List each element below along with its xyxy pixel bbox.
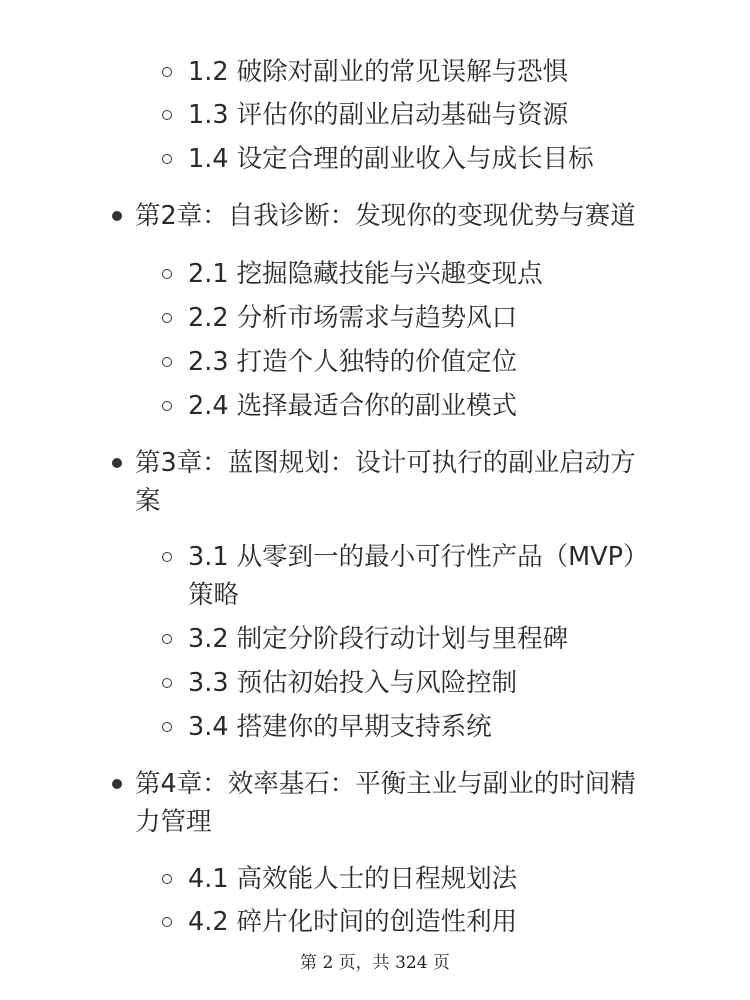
toc-section-item: 3.1 从零到一的最小可行性产品（MVP） <box>188 542 649 572</box>
toc-section-item: 4.1 高效能人士的日程规划法 <box>188 864 518 894</box>
toc-chapter-item: 第3章：蓝图规划：设计可执行的副业启动方 <box>135 448 636 478</box>
hollow-bullet-icon <box>162 401 172 411</box>
hollow-bullet-icon <box>162 67 172 77</box>
toc-section-item: 1.3 评估你的副业启动基础与资源 <box>188 100 569 130</box>
toc-section-item: 3.2 制定分阶段行动计划与里程碑 <box>188 624 569 654</box>
toc-section-item: 2.2 分析市场需求与趋势风口 <box>188 303 518 333</box>
page-number-footer: 第 2 页，共 324 页 <box>300 953 450 973</box>
toc-chapter-item-continuation: 力管理 <box>135 807 212 837</box>
solid-bullet-icon <box>112 211 122 221</box>
hollow-bullet-icon <box>162 874 172 884</box>
hollow-bullet-icon <box>162 634 172 644</box>
toc-section-item: 4.2 碎片化时间的创造性利用 <box>188 907 518 937</box>
toc-section-item: 1.4 设定合理的副业收入与成长目标 <box>188 144 594 174</box>
toc-section-item-continuation: 策略 <box>188 580 240 610</box>
hollow-bullet-icon <box>162 154 172 164</box>
hollow-bullet-icon <box>162 552 172 562</box>
solid-bullet-icon <box>112 779 122 789</box>
hollow-bullet-icon <box>162 313 172 323</box>
toc-section-item: 1.2 破除对副业的常见误解与恐惧 <box>188 57 569 87</box>
toc-section-item: 3.3 预估初始投入与风险控制 <box>188 668 518 698</box>
toc-section-item: 3.4 搭建你的早期支持系统 <box>188 712 492 742</box>
hollow-bullet-icon <box>162 269 172 279</box>
hollow-bullet-icon <box>162 917 172 927</box>
hollow-bullet-icon <box>162 110 172 120</box>
hollow-bullet-icon <box>162 722 172 732</box>
toc-chapter-item: 第4章：效率基石：平衡主业与副业的时间精 <box>135 769 636 799</box>
toc-section-item: 2.4 选择最适合你的副业模式 <box>188 391 518 421</box>
toc-section-item: 2.1 挖掘隐藏技能与兴趣变现点 <box>188 259 543 289</box>
hollow-bullet-icon <box>162 678 172 688</box>
toc-chapter-item-continuation: 案 <box>135 486 161 516</box>
hollow-bullet-icon <box>162 357 172 367</box>
toc-chapter-item: 第2章：自我诊断：发现你的变现优势与赛道 <box>135 201 636 231</box>
toc-section-item: 2.3 打造个人独特的价值定位 <box>188 347 518 377</box>
solid-bullet-icon <box>112 458 122 468</box>
